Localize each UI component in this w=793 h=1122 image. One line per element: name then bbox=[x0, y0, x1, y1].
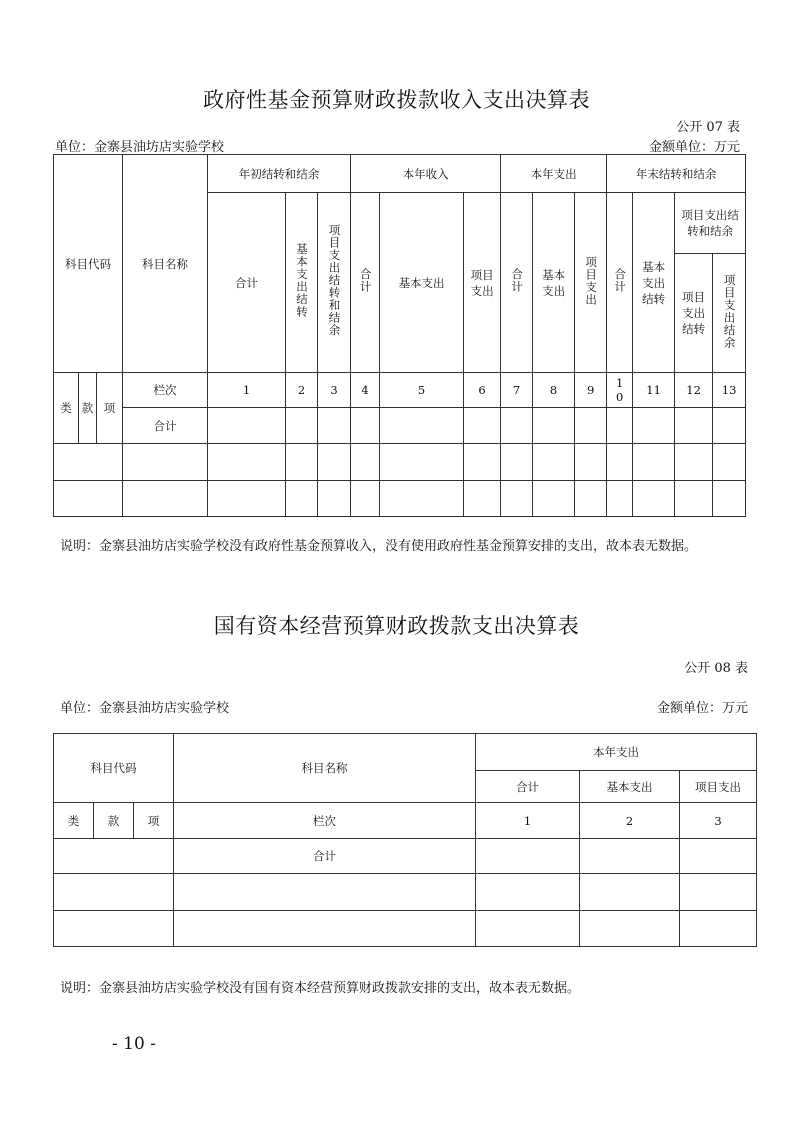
header-kuan: 款 bbox=[94, 803, 134, 839]
table08 bbox=[53, 733, 757, 947]
table-row bbox=[54, 444, 746, 481]
table07 bbox=[53, 154, 746, 517]
table-row bbox=[54, 874, 757, 911]
cell bbox=[607, 481, 633, 517]
cell bbox=[633, 481, 675, 517]
cell bbox=[123, 444, 208, 481]
cell bbox=[174, 911, 476, 947]
cell bbox=[476, 911, 580, 947]
cell bbox=[208, 481, 286, 517]
cell bbox=[54, 481, 123, 517]
cell bbox=[633, 444, 675, 481]
total-row bbox=[54, 408, 746, 444]
header-end-project-group-text: 项目支出结转和结余 bbox=[681, 208, 739, 238]
header-begin-project-text: 项目支出结转和结余 bbox=[327, 224, 342, 337]
cell bbox=[286, 481, 318, 517]
column-number: 6 bbox=[464, 373, 501, 408]
header-subject-code: 科目代码 bbox=[54, 155, 123, 373]
column-number: 8 bbox=[533, 373, 575, 408]
header-xiang: 项 bbox=[134, 803, 174, 839]
table08-note: 说明：金寨县油坊店实验学校没有国有资本经营预算财政拨款安排的支出，故本表无数据。 bbox=[60, 981, 581, 996]
cell bbox=[286, 408, 318, 444]
column-number: 12 bbox=[675, 373, 713, 408]
header-income-project bbox=[464, 193, 501, 373]
cell bbox=[580, 839, 680, 874]
table07-title: 政府性基金预算财政拨款收入支出决算表 bbox=[203, 88, 590, 112]
header-begin-total: 合计 bbox=[208, 193, 286, 373]
header-lei: 类 bbox=[54, 803, 94, 839]
cell bbox=[54, 874, 174, 911]
cell bbox=[680, 874, 757, 911]
cell bbox=[464, 408, 501, 444]
header-begin-basic bbox=[286, 193, 318, 373]
header-expense-basic-text: 基本支出 bbox=[542, 267, 566, 298]
cell bbox=[318, 444, 351, 481]
column-number: 2 bbox=[286, 373, 318, 408]
column-row-label: 栏次 bbox=[123, 373, 208, 408]
header-xiang: 项 bbox=[97, 373, 123, 444]
cell bbox=[464, 481, 501, 517]
cell bbox=[123, 481, 208, 517]
header-group-begin: 年初结转和结余 bbox=[208, 155, 351, 193]
cell bbox=[476, 839, 580, 874]
cell bbox=[351, 481, 380, 517]
table08-code: 公开 08 表 bbox=[684, 661, 748, 676]
cell bbox=[675, 408, 713, 444]
cell bbox=[208, 408, 286, 444]
table07-amount-unit: 金额单位：万元 bbox=[648, 140, 740, 155]
table07-note: 说明：金寨县油坊店实验学校没有政府性基金预算收入，没有使用政府性基金预算安排的支出，故本表无数据。 bbox=[60, 539, 698, 554]
header-expense-project-text: 项目支出 bbox=[584, 255, 599, 306]
cell bbox=[208, 444, 286, 481]
cell bbox=[318, 481, 351, 517]
cell bbox=[380, 444, 464, 481]
column-number: 9 bbox=[575, 373, 607, 408]
header-end-basic bbox=[633, 193, 675, 373]
column-number: 1 bbox=[208, 373, 286, 408]
cell bbox=[533, 408, 575, 444]
header-begin-basic-text: 基本支出结转 bbox=[295, 243, 310, 318]
cell bbox=[464, 444, 501, 481]
header-expense-total-text: 合计 bbox=[510, 268, 525, 293]
header-end-total-text: 合计 bbox=[613, 268, 628, 293]
cell bbox=[713, 444, 746, 481]
cell bbox=[575, 408, 607, 444]
header-income-basic: 基本支出 bbox=[380, 193, 464, 373]
header-end-project-carry-text: 项目支出结转 bbox=[682, 290, 706, 336]
column-number: 11 bbox=[633, 373, 675, 408]
column-number: 5 bbox=[380, 373, 464, 408]
cell bbox=[174, 874, 476, 911]
cell bbox=[501, 408, 533, 444]
cell bbox=[351, 408, 380, 444]
cell bbox=[351, 444, 380, 481]
header-total: 合计 bbox=[476, 771, 580, 803]
cell bbox=[318, 408, 351, 444]
cell bbox=[380, 408, 464, 444]
table08-title: 国有资本经营预算财政拨款支出决算表 bbox=[213, 614, 580, 638]
cell bbox=[380, 481, 464, 517]
column-number: 4 bbox=[351, 373, 380, 408]
cell bbox=[680, 911, 757, 947]
column-number-row bbox=[54, 373, 746, 408]
header-end-basic-text: 基本支出结转 bbox=[642, 259, 666, 306]
cell bbox=[501, 481, 533, 517]
cell bbox=[607, 408, 633, 444]
header-subject-name: 科目名称 bbox=[123, 155, 208, 373]
cell bbox=[575, 481, 607, 517]
header-begin-project bbox=[318, 193, 351, 373]
header-group-income: 本年收入 bbox=[351, 155, 501, 193]
header-group-expense: 本年支出 bbox=[501, 155, 607, 193]
header-basic: 基本支出 bbox=[580, 771, 680, 803]
cell bbox=[54, 911, 174, 947]
header-income-project-text: 项目支出 bbox=[470, 267, 494, 298]
cell bbox=[54, 839, 174, 874]
header-expense-basic bbox=[533, 193, 575, 373]
header-subject-code: 科目代码 bbox=[54, 734, 174, 803]
column-number: 13 bbox=[713, 373, 746, 408]
header-income-total-text: 合计 bbox=[358, 268, 373, 293]
table07-code: 公开 07 表 bbox=[676, 120, 740, 135]
table08-amount-unit: 金额单位：万元 bbox=[656, 701, 748, 716]
header-lei: 类 bbox=[54, 373, 79, 444]
header-end-total bbox=[607, 193, 633, 373]
table07-unit-label: 单位：金寨县油坊店实验学校 bbox=[55, 140, 225, 155]
table-row bbox=[54, 911, 757, 947]
column-number bbox=[607, 373, 633, 408]
cell bbox=[713, 408, 746, 444]
column-row-label: 栏次 bbox=[174, 803, 476, 839]
header-end-project-group bbox=[675, 193, 746, 254]
header-group-end: 年末结转和结余 bbox=[607, 155, 746, 193]
cell bbox=[575, 444, 607, 481]
cell bbox=[533, 444, 575, 481]
cell bbox=[54, 444, 123, 481]
cell bbox=[680, 839, 757, 874]
cell bbox=[675, 444, 713, 481]
header-kuan: 款 bbox=[79, 373, 97, 444]
header-project: 项目支出 bbox=[680, 771, 757, 803]
cell bbox=[501, 444, 533, 481]
column-number: 3 bbox=[680, 803, 757, 839]
table08-unit-label: 单位：金寨县油坊店实验学校 bbox=[60, 701, 230, 716]
column-number-10-text: 10 bbox=[615, 375, 624, 404]
header-end-project-carry bbox=[675, 254, 713, 373]
cell bbox=[533, 481, 575, 517]
total-row-label: 合计 bbox=[174, 839, 476, 874]
cell bbox=[580, 874, 680, 911]
cell bbox=[633, 408, 675, 444]
column-number-row bbox=[54, 803, 757, 839]
cell bbox=[713, 481, 746, 517]
header-income-total bbox=[351, 193, 380, 373]
header-expense-total bbox=[501, 193, 533, 373]
cell bbox=[580, 911, 680, 947]
cell bbox=[476, 874, 580, 911]
total-row-label: 合计 bbox=[123, 408, 208, 444]
total-row bbox=[54, 839, 757, 874]
column-number: 2 bbox=[580, 803, 680, 839]
header-end-project-balance bbox=[713, 254, 746, 373]
header-end-project-balance-text: 项目支出结余 bbox=[722, 273, 737, 349]
header-expense-project bbox=[575, 193, 607, 373]
column-number: 7 bbox=[501, 373, 533, 408]
header-group-expense: 本年支出 bbox=[476, 734, 757, 771]
column-number: 3 bbox=[318, 373, 351, 408]
cell bbox=[286, 444, 318, 481]
cell bbox=[607, 444, 633, 481]
cell bbox=[675, 481, 713, 517]
page-number: - 10 - bbox=[112, 1034, 156, 1054]
header-subject-name: 科目名称 bbox=[174, 734, 476, 803]
table-row bbox=[54, 481, 746, 517]
column-number: 1 bbox=[476, 803, 580, 839]
